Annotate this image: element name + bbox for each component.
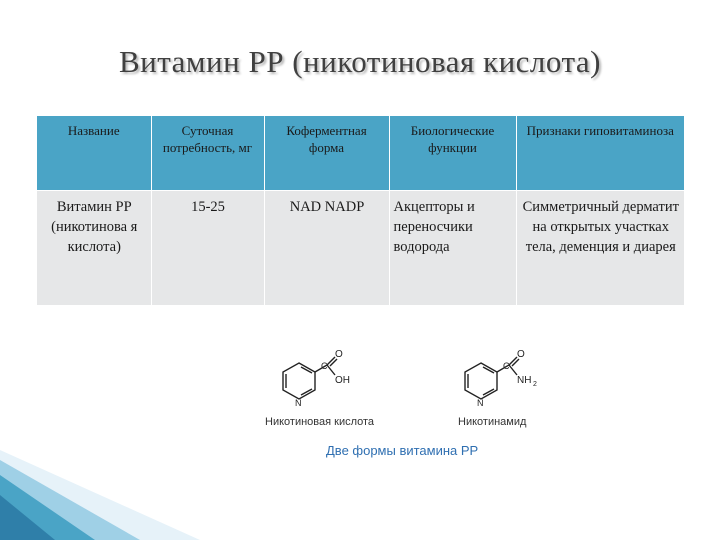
- header-coenzyme-form: Коферментная форма: [264, 116, 389, 191]
- nicotinamide-n-atom: N: [477, 398, 484, 408]
- header-name: Название: [37, 116, 151, 191]
- header-daily-need: Суточная потребность, мг: [151, 116, 264, 191]
- nicotinic-acid-o-atom: O: [335, 349, 343, 360]
- header-deficiency-signs: Признаки гиповитаминоза: [516, 116, 684, 191]
- decorative-corner-shape: [0, 450, 200, 540]
- nicotinamide-c-atom: C: [503, 361, 510, 371]
- figure-caption: Две формы витамина РР: [326, 443, 479, 458]
- nicotinamide-nh-group: NH: [517, 375, 532, 386]
- nicotinamide-label: Никотинамид: [458, 416, 527, 428]
- vitamin-table: [37, 116, 684, 305]
- nicotinic-acid-n-atom: N: [295, 398, 302, 408]
- table-header-row: [37, 116, 684, 191]
- nicotinic-acid-label: Никотиновая кислота: [265, 416, 375, 428]
- table-row: [37, 191, 684, 306]
- cell-name: Витамин РР (никотинова я кислота): [37, 191, 151, 306]
- nicotinamide-subscript: 2: [533, 381, 537, 388]
- cell-deficiency-signs: Симметричный дерматит на открытых участках тела, деменция и диарея: [516, 191, 684, 306]
- nicotinic-acid-structure: [283, 357, 337, 399]
- nicotinic-acid-c-atom: C: [321, 361, 328, 371]
- cell-daily-need: 15-25: [151, 191, 264, 306]
- slide-title: Витамин РР (никотиновая кислота): [118, 44, 601, 79]
- header-bio-functions: Биологические функции: [389, 116, 516, 191]
- nicotinamide-o-atom: O: [517, 349, 525, 360]
- cell-coenzyme-form: NAD NADP: [264, 191, 389, 306]
- cell-bio-functions: Акцепторы и переносчики водорода: [389, 191, 516, 306]
- nicotinamide-structure: [465, 357, 519, 399]
- nicotinic-acid-oh-group: OH: [335, 375, 350, 386]
